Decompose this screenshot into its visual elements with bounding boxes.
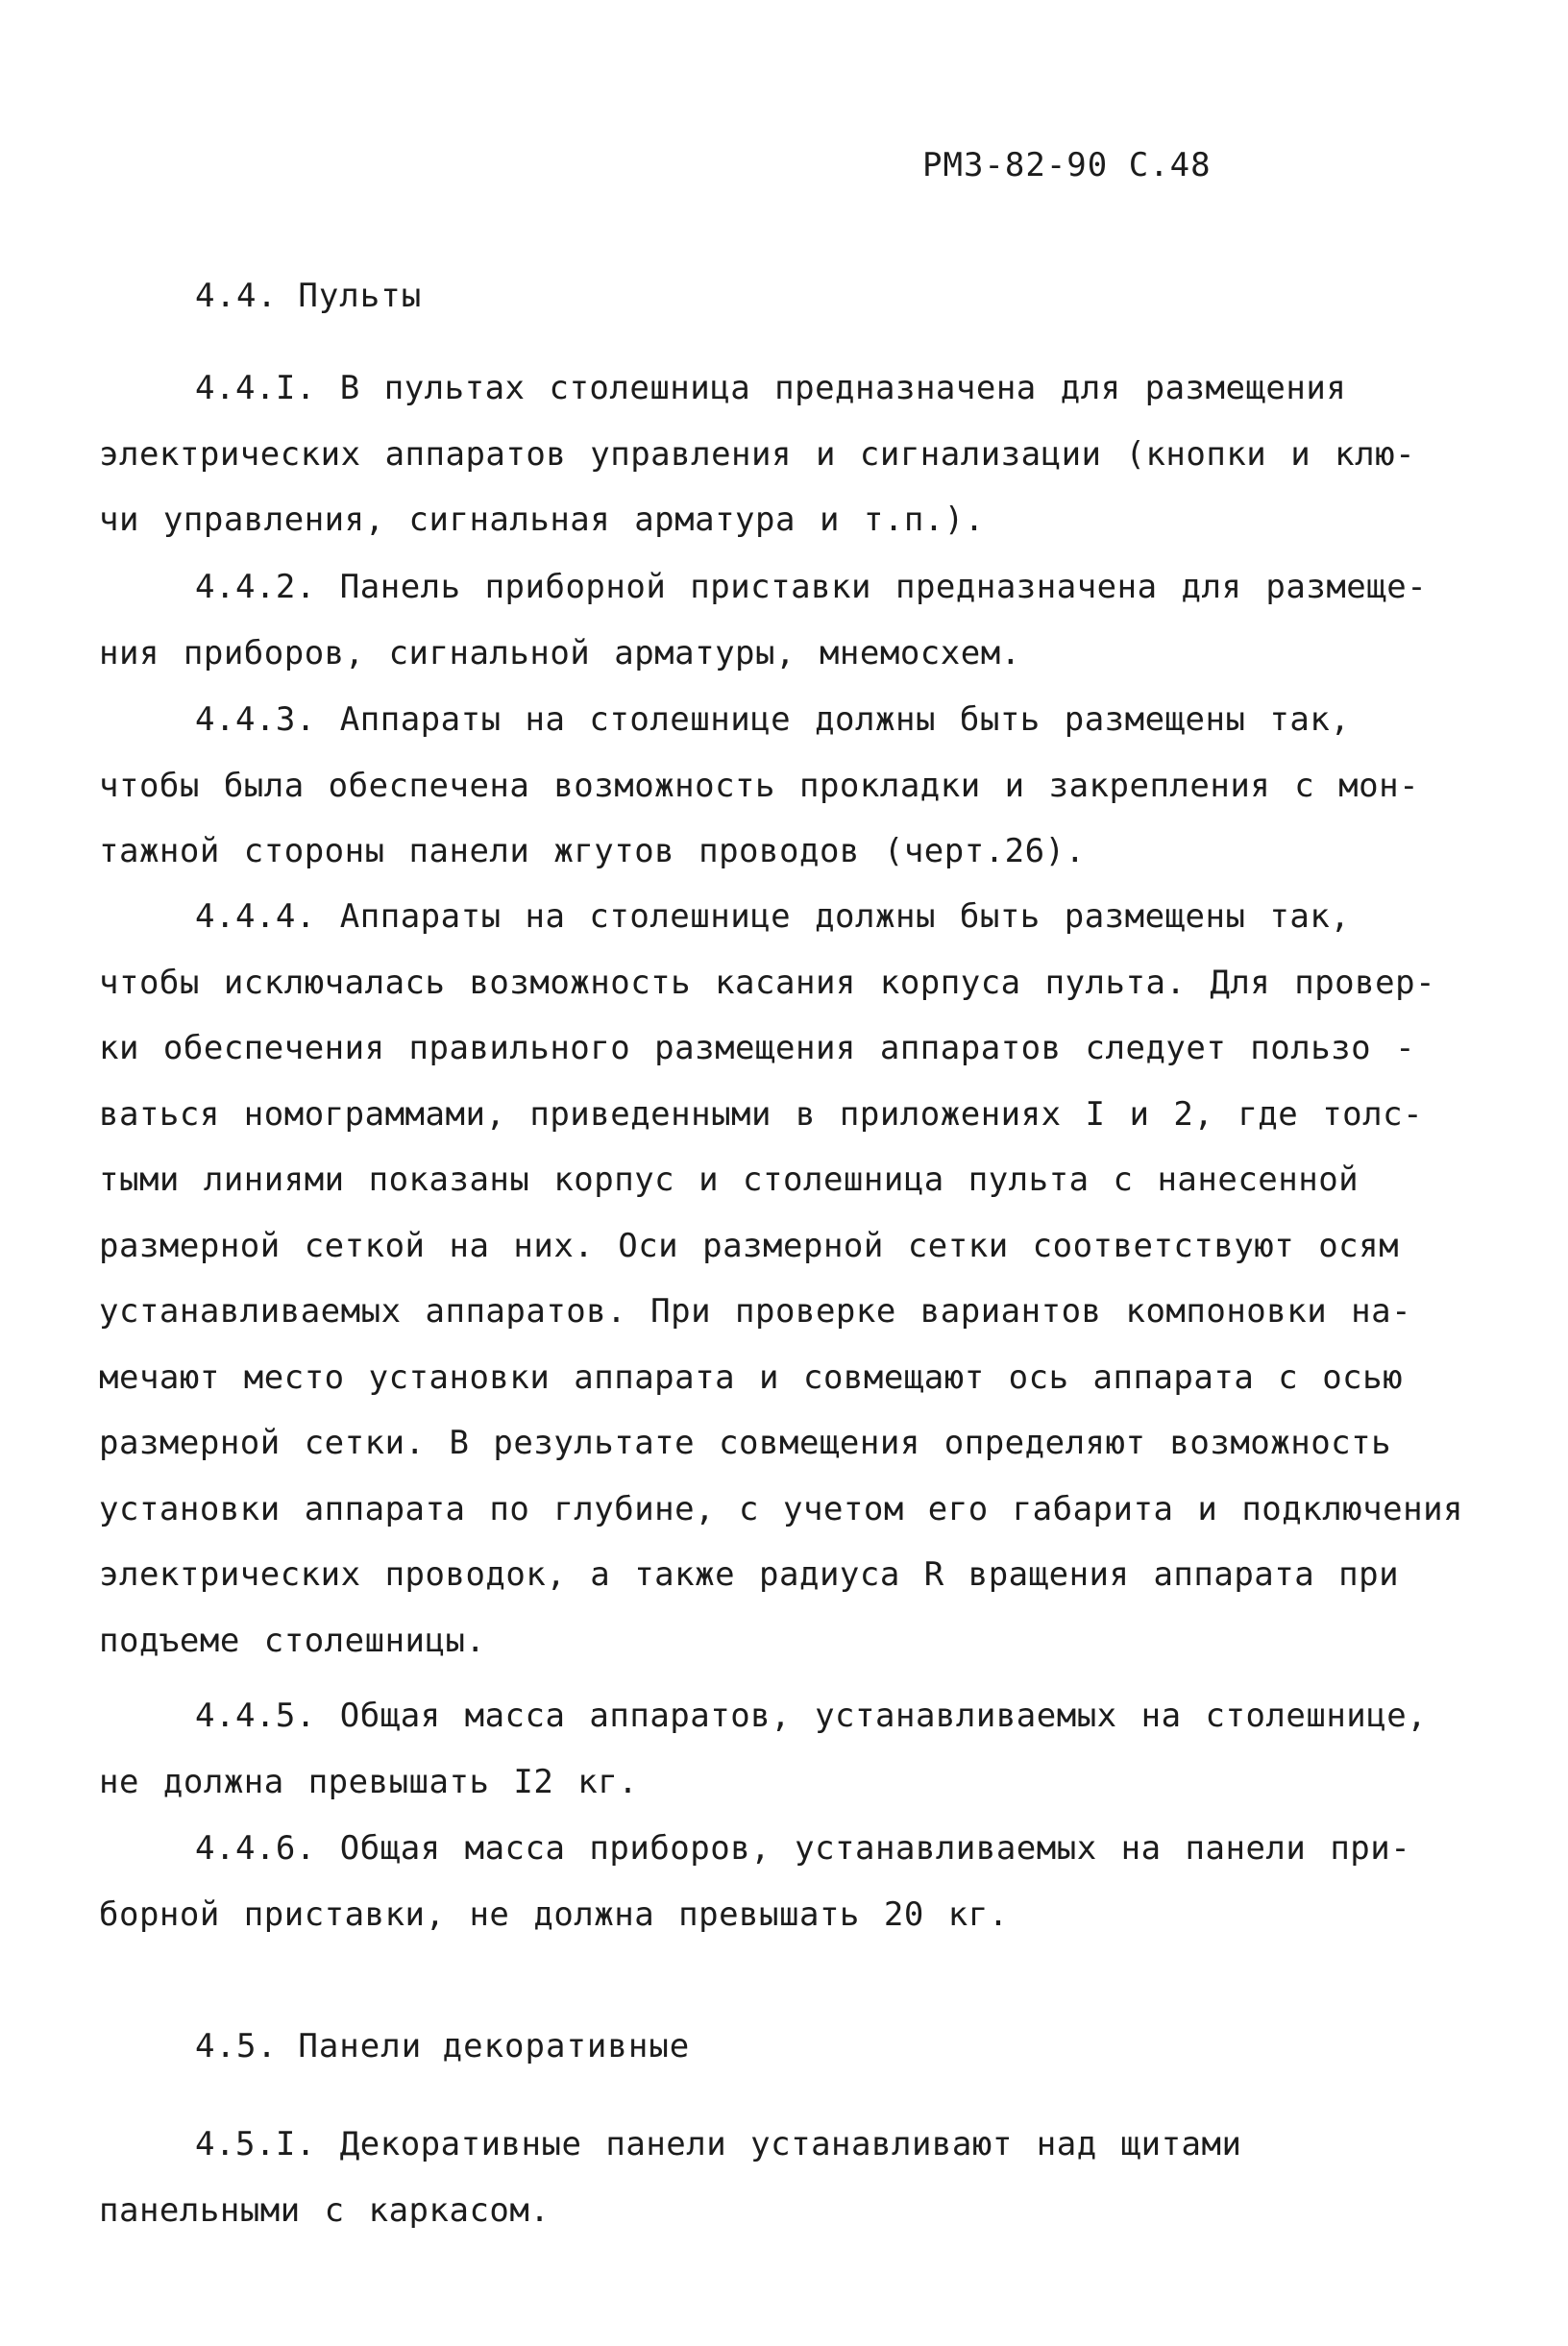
text-line: 4.4.4. Аппараты на столешнице должны быть размещены так, bbox=[195, 897, 1351, 936]
text-line: борной приставки, не должна превышать 20 кг. bbox=[99, 1894, 1009, 1934]
text-line: чи управления, сигнальная арматура и т.п.). bbox=[99, 501, 985, 539]
paragraph-4-5-1 bbox=[99, 2112, 1444, 2243]
text-line: мечают место установки аппарата и совмещают ось аппарата с осью bbox=[99, 1357, 1404, 1397]
text-line: чтобы была обеспечена возможность прокладки и закрепления с мон- bbox=[99, 766, 1420, 805]
text-line: тажной стороны панели жгутов проводов (черт.26). bbox=[99, 832, 1086, 870]
text-line: установки аппарата по глубине, с учетом его габарита и подключения bbox=[99, 1489, 1464, 1528]
paragraph-4-4-3 bbox=[99, 687, 1444, 885]
text-line: электрических проводок, а также радиуса R вращения аппарата при bbox=[99, 1555, 1400, 1594]
text-line: не должна превышать I2 кг. bbox=[99, 1762, 639, 1801]
text-line: электрических аппаратов управления и сигнализации (кнопки и клю- bbox=[99, 434, 1416, 474]
text-line: ния приборов, сигнальной арматуры, мнемосхем. bbox=[99, 633, 1021, 672]
paragraph-4-4-5 bbox=[99, 1683, 1444, 1815]
text-line: 4.4.5. Общая масса аппаратов, устанавливаемых на столешнице, bbox=[195, 1697, 1428, 1735]
paragraph-4-4-1 bbox=[99, 355, 1444, 553]
text-line: устанавливаемых аппаратов. При проверке вариантов компоновки на- bbox=[99, 1292, 1412, 1331]
paragraph-4-4-2 bbox=[99, 554, 1444, 686]
paragraph-4-4-4 bbox=[99, 884, 1464, 1674]
text-line: ки обеспечения правильного размещения аппаратов следует пользо - bbox=[99, 1029, 1416, 1067]
text-line: панельными с каркасом. bbox=[99, 2190, 551, 2230]
text-line: подъеме столешницы. bbox=[99, 1621, 486, 1660]
paragraph-4-4-6 bbox=[99, 1816, 1444, 1947]
text-line: 4.4.2. Панель приборной приставки предназначена для размеще- bbox=[195, 568, 1428, 606]
text-line: чтобы исключалась возможность касания корпуса пульта. Для провер- bbox=[99, 963, 1436, 1002]
section-heading-4-4: 4.4. Пульты bbox=[195, 277, 423, 315]
text-line: 4.4.I. В пультах столешница предназначена для размещения bbox=[195, 369, 1347, 407]
text-line: тыми линиями показаны корпус и столешница пульта с нанесенной bbox=[99, 1161, 1360, 1199]
text-line: 4.5.I. Декоративные панели устанавливают над щитами bbox=[195, 2125, 1242, 2163]
text-line: ваться номограммами, приведенными в приложениях I и 2, где толс- bbox=[99, 1094, 1424, 1134]
text-line: размерной сеткой на них. Оси размерной сетки соответствуют осям bbox=[99, 1226, 1400, 1265]
section-heading-4-5: 4.5. Панели декоративные bbox=[195, 2027, 691, 2065]
text-line: 4.4.3. Аппараты на столешнице должны быть размещены так, bbox=[195, 700, 1351, 739]
text-line: 4.4.6. Общая масса приборов, устанавливаемых на панели при- bbox=[195, 1829, 1411, 1868]
text-line: размерной сетки. В результате совмещения определяют возможность bbox=[99, 1424, 1392, 1462]
document-code: РМЗ-82-90 С.48 bbox=[922, 146, 1212, 184]
